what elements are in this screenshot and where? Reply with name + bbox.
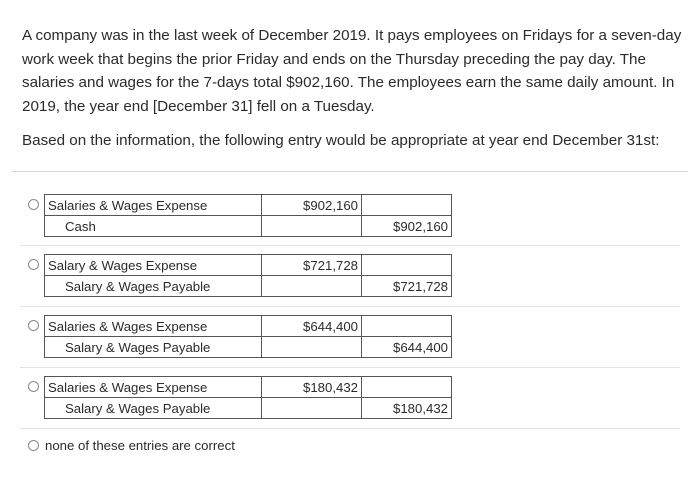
credit-amount: $644,400 — [362, 337, 452, 358]
credit-amount: $902,160 — [362, 216, 452, 237]
journal-entry-table — [44, 194, 452, 237]
empty-debit-cell — [262, 216, 362, 237]
question-paragraph: A company was in the last week of December 2019. It pays employees on Fridays for a seven-day work week that begins the prior Friday and ends on the Thursday preceding the pay day. The salaries and wages for the 7-days total $902,160. The employees earn the same daily amount. In 2019, the year end [December 31] fell on a Tuesday. — [22, 27, 682, 115]
radio-button-option-4[interactable] — [28, 381, 39, 392]
debit-account: Salary & Wages Expense — [45, 255, 262, 276]
credit-amount: $180,432 — [362, 398, 452, 419]
credit-account: Salary & Wages Payable — [45, 337, 262, 358]
question-instruction: Based on the information, the following entry would be appropriate at year end December 31st: — [22, 132, 660, 149]
radio-button-option-2[interactable] — [28, 259, 39, 270]
journal-entry-table — [44, 376, 452, 419]
question-text — [22, 24, 682, 118]
option-separator — [20, 367, 680, 368]
empty-credit-cell — [362, 255, 452, 276]
credit-account: Cash — [45, 216, 262, 237]
radio-button-option-5[interactable] — [28, 440, 39, 451]
option-separator — [20, 428, 680, 429]
journal-entry-table — [44, 315, 452, 358]
debit-account: Salaries & Wages Expense — [45, 377, 262, 398]
debit-account: Salaries & Wages Expense — [45, 195, 262, 216]
option-separator — [20, 306, 680, 307]
debit-account: Salaries & Wages Expense — [45, 316, 262, 337]
none-option-label: none of these entries are correct — [45, 438, 235, 453]
credit-amount: $721,728 — [362, 276, 452, 297]
radio-button-option-3[interactable] — [28, 320, 39, 331]
debit-amount: $180,432 — [262, 377, 362, 398]
divider — [12, 171, 688, 172]
empty-debit-cell — [262, 398, 362, 419]
empty-debit-cell — [262, 276, 362, 297]
option-separator — [20, 245, 680, 246]
empty-debit-cell — [262, 337, 362, 358]
debit-amount: $902,160 — [262, 195, 362, 216]
journal-entry-table — [44, 254, 452, 297]
empty-credit-cell — [362, 195, 452, 216]
credit-account: Salary & Wages Payable — [45, 398, 262, 419]
debit-amount: $721,728 — [262, 255, 362, 276]
radio-button-option-1[interactable] — [28, 199, 39, 210]
empty-credit-cell — [362, 316, 452, 337]
debit-amount: $644,400 — [262, 316, 362, 337]
credit-account: Salary & Wages Payable — [45, 276, 262, 297]
empty-credit-cell — [362, 377, 452, 398]
